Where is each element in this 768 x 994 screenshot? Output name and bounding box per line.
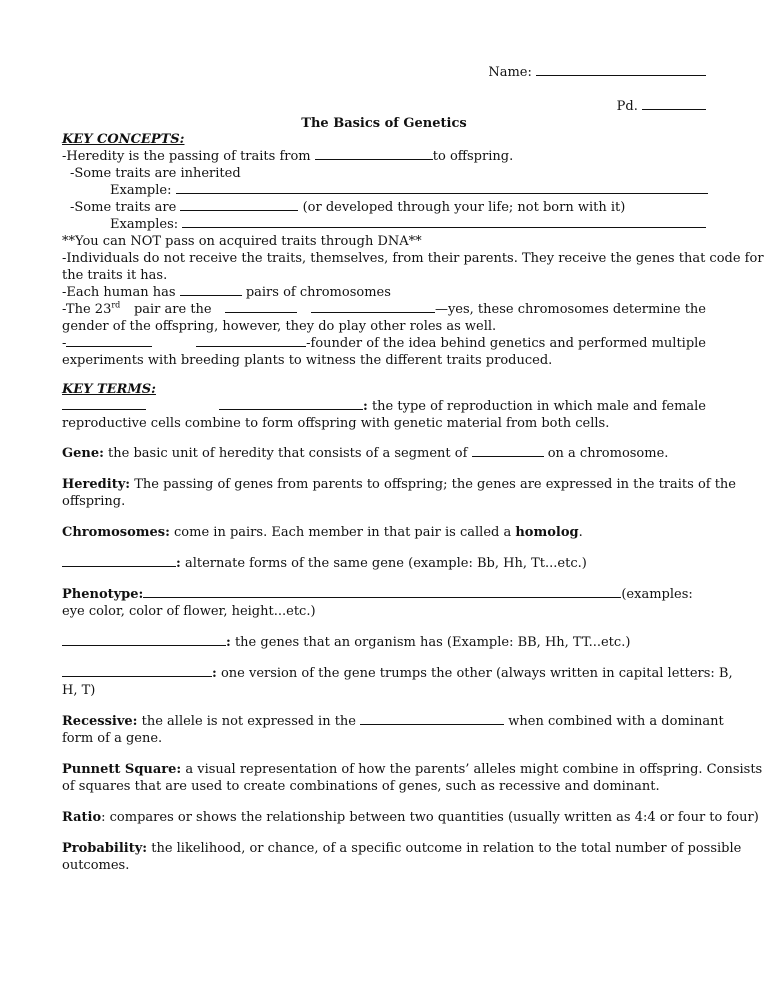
term-gene: [62, 445, 706, 462]
phenotype-after: (examples:: [621, 587, 693, 602]
founder-blank-1[interactable]: [66, 335, 152, 347]
examples-label: Examples:: [110, 217, 179, 232]
chromosomes-def-end: .: [578, 525, 583, 540]
name-blank[interactable]: [536, 64, 706, 76]
example-blank[interactable]: [176, 182, 708, 194]
term-dominant: [62, 665, 733, 682]
key-concepts-heading: KEY CONCEPTS:: [62, 132, 185, 147]
concept-example: [62, 182, 706, 199]
allele-colon: :: [176, 556, 181, 571]
term-reproduction-cont: reproductive cells combine to form offspring with genetic material from both cells.: [62, 416, 610, 431]
gene-def: the basic unit of heredity that consists of a segment of: [108, 446, 468, 461]
probability-term: Probability:: [62, 841, 148, 856]
chromosomes-term: Chromosomes:: [62, 525, 170, 540]
pair-blank-1[interactable]: [225, 301, 297, 313]
dominant-def: one version of the gene trumps the other (always written in capital letters: B,: [220, 666, 733, 681]
term-ratio: [62, 809, 759, 826]
page-title: The Basics of Genetics: [301, 116, 467, 131]
concept-text: pair are the: [133, 302, 212, 317]
concept-text: —yes, these chromosomes determine the: [311, 301, 706, 318]
punnett-term: Punnett Square:: [62, 762, 182, 777]
name-label: Name:: [488, 65, 532, 80]
phenotype-term: Phenotype:: [62, 587, 144, 602]
recessive-def: the allele is not expressed in the: [141, 714, 356, 729]
allele-blank[interactable]: [62, 555, 176, 567]
homolog-term: homolog: [515, 525, 579, 540]
pair-blank-2[interactable]: [311, 301, 435, 313]
heredity-term: Heredity:: [62, 477, 131, 492]
genotype-def: the genes that an organism has (Example: BB, Hh, TT...etc.): [234, 635, 631, 650]
recessive-term: Recessive:: [62, 714, 138, 729]
ratio-term: Ratio: [62, 810, 102, 825]
dominant-colon: :: [212, 666, 217, 681]
probability-def: the likelihood, or chance, of a specific outcome in relation to the total number of possible: [151, 841, 742, 856]
term-phenotype: [62, 586, 706, 603]
term-recessive-cont: form of a gene.: [62, 731, 163, 746]
acquired-blank[interactable]: [180, 199, 298, 211]
concept-text: -Each human has: [62, 285, 176, 300]
chromosomes-def: come in pairs. Each member in that pair is called a: [174, 525, 512, 540]
period-row: [62, 98, 706, 115]
examples-blank[interactable]: [182, 216, 706, 228]
allele-def: alternate forms of the same gene (example: Bb, Hh, Tt...etc.): [184, 556, 587, 571]
concept-founder: [62, 335, 706, 352]
concept-text: (or developed through your life; not born with it): [302, 200, 626, 215]
concept-text: pairs of chromosomes: [245, 285, 391, 300]
concept-examples: [62, 216, 706, 233]
dominant-blank[interactable]: [62, 665, 212, 677]
concept-text: -: [62, 335, 152, 352]
concept-gender: gender of the offspring, however, they do play other roles as well.: [62, 319, 497, 334]
founder-blank-2[interactable]: [196, 335, 306, 347]
example-label: Example:: [110, 183, 172, 198]
pd-label: Pd.: [616, 99, 638, 114]
concept-inherited: -Some traits are inherited: [70, 166, 241, 181]
gene-def: on a chromosome.: [547, 446, 669, 461]
recessive-blank[interactable]: [360, 713, 504, 725]
concept-text: -founder of the idea behind genetics and performed multiple: [196, 335, 706, 352]
name-row: [62, 64, 706, 81]
concept-individuals-cont: the traits it has.: [62, 268, 168, 283]
concept-acquired: [62, 199, 706, 216]
term-dominant-cont: H, T): [62, 683, 96, 698]
concept-heredity: [62, 148, 706, 165]
concept-experiments: experiments with breeding plants to witness the different traits produced.: [62, 353, 553, 368]
concept-text: -The 23rd: [62, 300, 121, 317]
pd-blank[interactable]: [642, 98, 706, 110]
concept-text: : the type of reproduction in which male and female: [219, 398, 706, 415]
term-probability: [62, 840, 742, 857]
pairs-blank[interactable]: [180, 284, 242, 296]
term-probability-cont: outcomes.: [62, 858, 130, 873]
term-allele: [62, 555, 706, 572]
term-heredity-cont: offspring.: [62, 494, 126, 509]
heredity-def: The passing of genes from parents to offspring; the genes are expressed in the traits of the: [134, 477, 736, 492]
term-punnett-cont: of squares that are used to create combinations of genes, such as recessive and dominant.: [62, 779, 660, 794]
genotype-colon: :: [226, 635, 231, 650]
term-genotype: [62, 634, 706, 651]
term-blank-1[interactable]: [62, 398, 146, 410]
concept-chromosome-pairs: [62, 284, 706, 301]
concept-text: -Heredity is the passing of traits from: [62, 149, 311, 164]
concept-dna-note: **You can NOT pass on acquired traits through DNA**: [62, 234, 422, 249]
term-blank-2[interactable]: [219, 398, 363, 410]
ratio-def: : compares or shows the relationship between two quantities (usually written as 4:4 or four to four): [101, 810, 759, 825]
term-recessive: [62, 713, 724, 730]
term-reproduction: [62, 398, 706, 415]
concept-23rd-pair: [62, 301, 706, 318]
key-terms-heading: KEY TERMS:: [62, 382, 156, 397]
term-phenotype-cont: eye color, color of flower, height...etc.): [62, 604, 316, 619]
concept-text: -Some traits are: [70, 200, 177, 215]
term-chromosomes: [62, 524, 706, 541]
recessive-def: when combined with a dominant: [508, 714, 724, 729]
concept-individuals: -Individuals do not receive the traits, themselves, from their parents. They receive the genes that code for: [62, 251, 764, 266]
phenotype-blank[interactable]: [143, 586, 621, 598]
gene-term: Gene:: [62, 446, 104, 461]
term-punnett: [62, 761, 763, 778]
concept-text: to offspring.: [432, 149, 514, 164]
genotype-blank[interactable]: [62, 634, 226, 646]
term-heredity: [62, 476, 736, 493]
heredity-blank[interactable]: [315, 148, 433, 160]
punnett-def: a visual representation of how the parents’ alleles might combine in offspring. Consists: [185, 762, 763, 777]
gene-blank[interactable]: [472, 445, 544, 457]
